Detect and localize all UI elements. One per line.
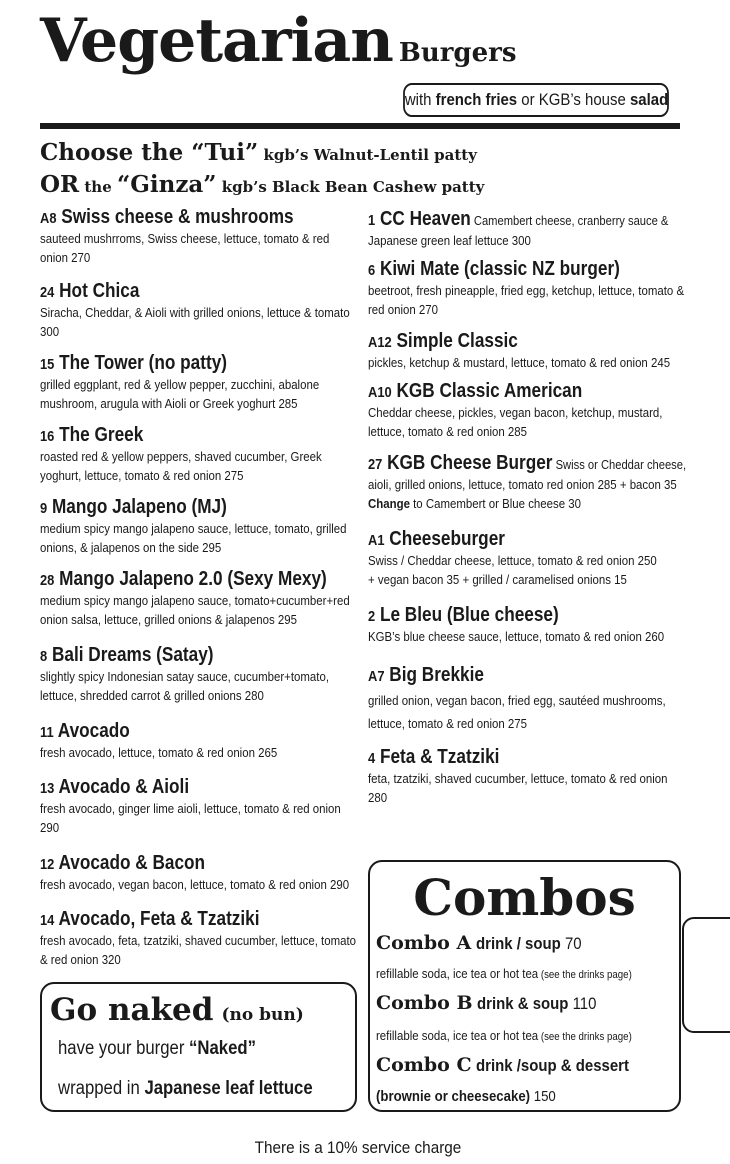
- menu-item-desc: medium spicy mango jalapeno sauce, lettuce, tomato, grilled onions, & jalapenos on the side 295: [40, 521, 347, 555]
- menu-item-desc: grilled eggplant, red & yellow pepper, zucchini, abalone mushroom, arugula with Aioli or Greek yoghurt 285: [40, 377, 320, 411]
- menu-item-code: 6: [368, 262, 376, 279]
- menu-item-title: Mango Jalapeno 2.0 (Sexy Mexy): [59, 568, 327, 590]
- combo-name: Combo C: [376, 1054, 472, 1076]
- combo-desc-text: drink & soup: [476, 994, 569, 1013]
- menu-item: [368, 746, 690, 807]
- menu-item-name: [40, 644, 214, 667]
- naked-text: wrapped in: [58, 1078, 145, 1099]
- subtitle-text: or KGB’s house: [517, 90, 630, 109]
- menu-item: [40, 908, 358, 969]
- menu-item-code: 13: [40, 780, 55, 797]
- combo-desc: [477, 994, 596, 1014]
- menu-item-name: [40, 720, 130, 743]
- subtitle-text: with: [404, 90, 436, 109]
- menu-item-desc: grilled onion, vegan bacon, fried egg, sautéed mushrooms,: [368, 693, 666, 708]
- combo-desc: [476, 934, 582, 954]
- menu-item-name: [40, 424, 143, 447]
- menu-item-name: [368, 664, 484, 687]
- menu-item: [40, 352, 358, 413]
- menu-item-name: [40, 776, 189, 799]
- combo-note: refillable soda, ice tea or hot tea: [376, 1028, 539, 1043]
- subtitle-box: [403, 83, 669, 117]
- combo-b: [376, 992, 613, 1014]
- menu-title: [40, 6, 516, 76]
- menu-item-title: Avocado & Bacon: [58, 852, 206, 874]
- menu-item-desc: fresh avocado, ginger lime aioli, lettuce, tomato & red onion 290: [40, 801, 341, 835]
- menu-item: [40, 720, 358, 762]
- combo-a: [376, 932, 596, 954]
- menu-item: [368, 330, 690, 372]
- menu-item-code: 28: [40, 572, 55, 589]
- change-label: Change: [368, 496, 410, 511]
- menu-item-title: The Tower (no patty): [59, 352, 227, 374]
- no-bun-label: (no bun): [221, 1005, 304, 1025]
- naked-emphasis: “Naked”: [189, 1038, 256, 1059]
- combo-desc: [476, 1056, 629, 1076]
- menu-item-title: Feta & Tzatziki: [379, 746, 500, 768]
- tui-patty-label: Choose the “Tui”: [40, 139, 259, 166]
- menu-item-name: [40, 352, 227, 375]
- menu-item-title: Swiss cheese & mushrooms: [61, 206, 294, 228]
- menu-item-desc: fresh avocado, feta, tzatziki, shaved cucumber, lettuce, tomato & red onion 320: [40, 933, 357, 967]
- menu-item: [40, 206, 358, 267]
- menu-item-desc: fresh avocado, vegan bacon, lettuce, tomato & red onion 290: [40, 877, 350, 892]
- menu-item-title: Bali Dreams (Satay): [51, 644, 214, 666]
- menu-item-code: 14: [40, 912, 55, 929]
- combo-desc-text: drink / soup: [475, 934, 561, 953]
- service-charge-note: There is a 10% service charge: [254, 1138, 462, 1157]
- menu-item-extra-text: to Camembert or Blue cheese 30: [409, 496, 582, 511]
- menu-item-extra: + vegan bacon 35 + grilled / caramelised onions 15: [368, 572, 627, 587]
- menu-item-name: [368, 452, 686, 475]
- combos-title: Combos: [413, 868, 636, 927]
- menu-item-code: 12: [40, 856, 55, 873]
- menu-item: [40, 424, 358, 485]
- menu-item-title: Le Bleu (Blue cheese): [379, 604, 559, 626]
- patty-choice-line-2: [40, 171, 484, 198]
- patty-choice-line-1: [40, 139, 477, 166]
- menu-item-code: 24: [40, 284, 55, 301]
- menu-item-code: A12: [368, 334, 392, 351]
- menu-item-name: [40, 852, 205, 875]
- combo-name: Combo A: [376, 932, 472, 954]
- menu-item: [368, 604, 690, 646]
- menu-item-code: 8: [40, 648, 48, 665]
- title-sub: Burgers: [398, 38, 517, 68]
- naked-text: have your burger: [58, 1038, 190, 1059]
- menu-item-name: [368, 330, 518, 353]
- menu-item-code: A8: [40, 210, 57, 227]
- menu-item-name: [368, 380, 582, 403]
- combo-name: Combo B: [376, 992, 473, 1014]
- go-naked-line-2: [58, 1078, 313, 1100]
- menu-item-title: Kiwi Mate (classic NZ burger): [379, 258, 620, 280]
- menu-item-code: 27: [368, 456, 383, 473]
- combo-price: 150: [530, 1088, 556, 1105]
- combo-a-note: [376, 966, 632, 981]
- menu-item-name: [40, 206, 294, 229]
- menu-item-code: 15: [40, 356, 55, 373]
- go-naked-heading: Go naked: [50, 992, 214, 1028]
- tui-patty-desc: kgb’s Walnut-Lentil patty: [258, 146, 477, 164]
- menu-item-title: KGB Cheese Burger: [387, 452, 553, 474]
- menu-item-title: Avocado & Aioli: [58, 776, 190, 798]
- menu-item-code: 1: [368, 212, 376, 229]
- menu-item-name: [368, 258, 620, 281]
- menu-item-inline-desc: Swiss or Cheddar cheese,: [552, 457, 687, 472]
- menu-item-code: 2: [368, 608, 376, 625]
- menu-item-desc: roasted red & yellow peppers, shaved cucumber, Greek yoghurt, lettuce, tomato & red onion 275: [40, 449, 322, 483]
- menu-item-desc: KGB’s blue cheese sauce, lettuce, tomato & red onion 260: [368, 629, 665, 644]
- menu-item: [40, 644, 358, 705]
- go-naked-box: [40, 982, 357, 1112]
- menu-item: [40, 496, 358, 557]
- subtitle-salad: salad: [629, 90, 669, 109]
- menu-item-desc: pickles, ketchup & mustard, lettuce, tomato & red onion 245: [368, 355, 671, 370]
- menu-item-name: [40, 496, 227, 519]
- menu-item-name: [40, 908, 260, 931]
- menu-item-code: A7: [368, 668, 385, 685]
- subtitle-fries: french fries: [435, 90, 518, 109]
- menu-item-title: The Greek: [59, 424, 144, 446]
- ginza-patty-label: “Ginza”: [116, 171, 217, 198]
- menu-item-desc: Japanese green leaf lettuce 300: [368, 233, 531, 248]
- menu-item-title: Hot Chica: [59, 280, 140, 302]
- menu-item-code: 11: [40, 724, 54, 741]
- menu-item-code: 9: [40, 500, 48, 517]
- menu-item-title: Cheeseburger: [389, 528, 505, 550]
- the-label: the: [79, 178, 117, 196]
- menu-item-desc: aioli, grilled onions, lettuce, tomato red onion 285 + bacon 35: [368, 477, 677, 492]
- menu-item-name: [40, 568, 327, 591]
- menu-item: [368, 380, 690, 441]
- combos-box: [368, 860, 681, 1112]
- menu-item-code: A1: [368, 532, 385, 549]
- drinks-page-ref: (see the drinks page): [538, 969, 632, 981]
- menu-item-name: [368, 528, 505, 551]
- combo-desc-text: drink /soup & dessert: [476, 1056, 630, 1075]
- combo-c: [376, 1054, 650, 1076]
- menu-item: [368, 258, 690, 319]
- menu-item-desc: Siracha, Cheddar, & Aioli with grilled onions, lettuce & tomato 300: [40, 305, 350, 339]
- menu-item-extra: lettuce, tomato & red onion 275: [368, 716, 528, 731]
- drinks-page-ref: (see the drinks page): [538, 1031, 632, 1043]
- menu-item-title: Simple Classic: [396, 330, 518, 352]
- menu-item-desc: slightly spicy Indonesian satay sauce, cucumber+tomato, lettuce, shredded carrot & grilled onions 280: [40, 669, 330, 703]
- menu-item-desc: Cheddar cheese, pickles, vegan bacon, ketchup, mustard, lettuce, tomato & red onion 285: [368, 405, 663, 439]
- combo-note: refillable soda, ice tea or hot tea: [376, 966, 539, 981]
- menu-item: [40, 852, 358, 894]
- menu-item-desc: medium spicy mango jalapeno sauce, tomato+cucumber+red onion salsa, lettuce, grilled onions & jalapenos 295: [40, 593, 350, 627]
- menu-item-name: [368, 746, 499, 769]
- menu-item: [368, 528, 690, 589]
- go-naked-title: [50, 992, 304, 1028]
- menu-item-title: CC Heaven: [379, 208, 471, 230]
- menu-item: [368, 208, 690, 250]
- menu-item: [40, 280, 358, 341]
- menu-item-title: KGB Classic American: [396, 380, 583, 402]
- or-label: OR: [40, 171, 80, 198]
- ginza-patty-desc: kgb’s Black Bean Cashew patty: [216, 178, 485, 196]
- menu-item-code: 16: [40, 428, 55, 445]
- menu-item: [368, 664, 690, 733]
- dessert-options: (brownie or cheesecake): [376, 1088, 531, 1105]
- combo-b-note: [376, 1028, 632, 1043]
- menu-item-desc: Swiss / Cheddar cheese, lettuce, tomato & red onion 250: [368, 553, 657, 568]
- menu-item-name: [40, 280, 139, 303]
- menu-item-name: [368, 604, 559, 627]
- lettuce-emphasis: Japanese leaf lettuce: [144, 1078, 313, 1099]
- menu-item-title: Big Brekkie: [389, 664, 484, 686]
- menu-item-code: A10: [368, 384, 392, 401]
- menu-item: [368, 452, 690, 513]
- menu-item-extra: [368, 494, 688, 513]
- menu-item-title: Mango Jalapeno (MJ): [51, 496, 227, 518]
- header-divider: [40, 123, 680, 129]
- menu-item-desc: sauteed mushrroms, Swiss cheese, lettuce, tomato & red onion 270: [40, 231, 330, 265]
- menu-item-desc: feta, tzatziki, shaved cucumber, lettuce, tomato & red onion 280: [368, 771, 668, 805]
- combo-price: 70: [560, 934, 582, 953]
- menu-item-name: [368, 208, 668, 231]
- menu-item: [40, 568, 358, 629]
- combo-price: 110: [568, 994, 597, 1013]
- menu-item-desc: beetroot, fresh pineapple, fried egg, ketchup, lettuce, tomato & red onion 270: [368, 283, 685, 317]
- side-tab-box: [682, 917, 730, 1033]
- go-naked-line-1: [58, 1038, 256, 1060]
- menu-item: [40, 776, 358, 837]
- combo-c-note: [376, 1088, 556, 1105]
- menu-item-inline-desc: Camembert cheese, cranberry sauce &: [470, 213, 669, 228]
- menu-item-desc: fresh avocado, lettuce, tomato & red onion 265: [40, 745, 278, 760]
- menu-item-code: 4: [368, 750, 376, 767]
- title-main: Vegetarian: [40, 6, 393, 76]
- menu-item-title: Avocado, Feta & Tzatziki: [58, 908, 260, 930]
- menu-item-title: Avocado: [57, 720, 130, 742]
